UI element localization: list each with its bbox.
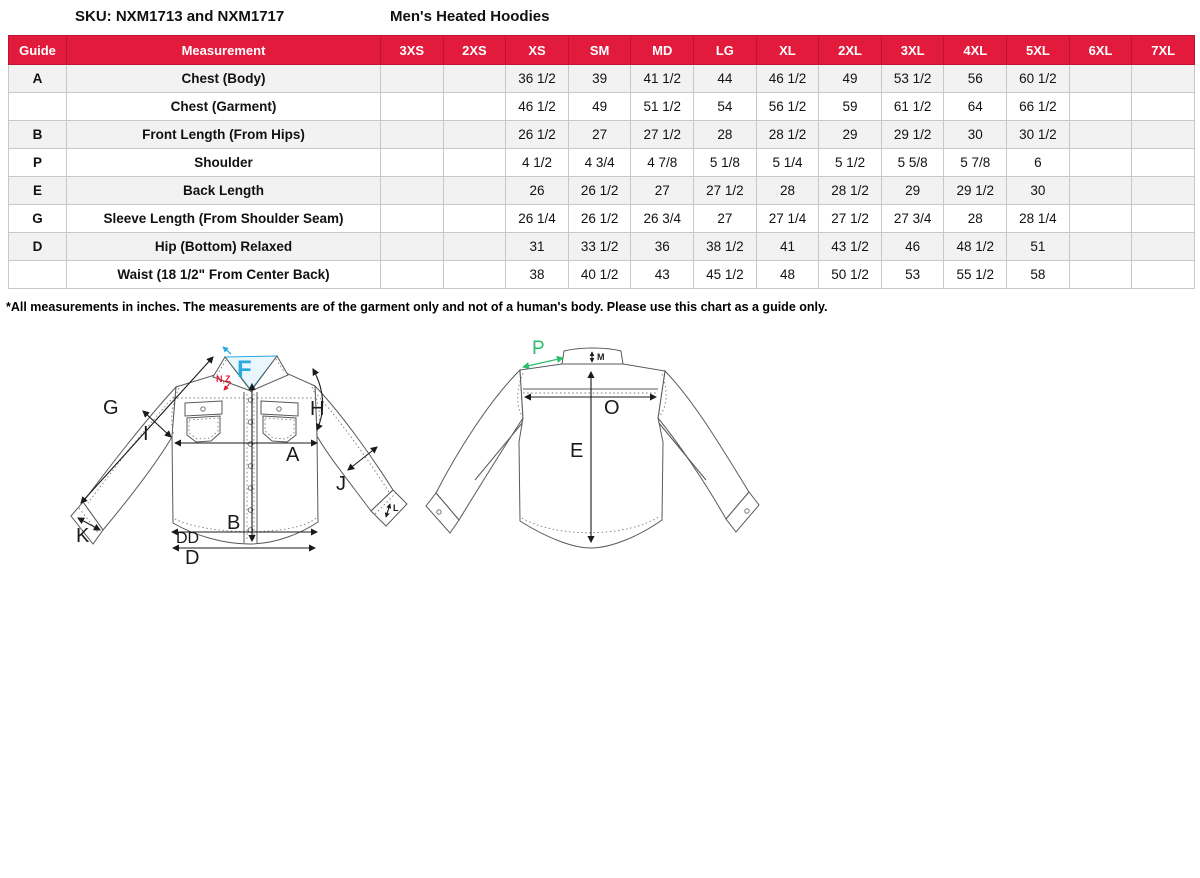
value-cell: 38 [506, 261, 569, 289]
value-cell [443, 233, 506, 261]
back-left-sleeve [436, 370, 523, 520]
value-cell: 30 [1007, 177, 1070, 205]
value-cell: 56 [944, 65, 1007, 93]
size-column-header: 2XL [819, 36, 882, 65]
label-g: G [103, 397, 119, 419]
value-cell [443, 65, 506, 93]
guide-cell: E [9, 177, 67, 205]
value-cell: 49 [819, 65, 882, 93]
value-cell: 27 1/2 [819, 205, 882, 233]
value-cell: 26 1/2 [568, 205, 631, 233]
value-cell: 4 1/2 [506, 149, 569, 177]
front-view [71, 347, 407, 569]
table-row [9, 93, 1195, 121]
size-table-header-row [9, 36, 1195, 65]
back-body [519, 364, 665, 548]
value-cell: 4 7/8 [631, 149, 694, 177]
value-cell [443, 121, 506, 149]
value-cell: 53 1/2 [881, 65, 944, 93]
value-cell [1132, 261, 1195, 289]
value-cell [1132, 149, 1195, 177]
value-cell: 5 1/8 [694, 149, 757, 177]
value-cell: 43 [631, 261, 694, 289]
size-column-header: Measurement [67, 36, 381, 65]
value-cell [1069, 177, 1132, 205]
measurement-cell: Waist (18 1/2" From Center Back) [67, 261, 381, 289]
table-row [9, 149, 1195, 177]
value-cell: 44 [694, 65, 757, 93]
table-row [9, 65, 1195, 93]
value-cell [443, 149, 506, 177]
value-cell [381, 93, 444, 121]
value-cell: 39 [568, 65, 631, 93]
value-cell: 27 [631, 177, 694, 205]
value-cell: 27 1/2 [694, 177, 757, 205]
value-cell: 46 [881, 233, 944, 261]
value-cell [381, 205, 444, 233]
value-cell: 43 1/2 [819, 233, 882, 261]
value-cell [1132, 205, 1195, 233]
value-cell: 6 [1007, 149, 1070, 177]
value-cell [381, 177, 444, 205]
value-cell: 53 [881, 261, 944, 289]
value-cell: 51 [1007, 233, 1070, 261]
size-column-header: 6XL [1069, 36, 1132, 65]
value-cell [443, 93, 506, 121]
size-column-header: 4XL [944, 36, 1007, 65]
footnote: *All measurements in inches. The measurements are of the garment only and not of a human's body. Please use this chart as a guide only. [6, 300, 828, 314]
guide-cell: B [9, 121, 67, 149]
value-cell: 5 7/8 [944, 149, 1007, 177]
value-cell: 41 1/2 [631, 65, 694, 93]
value-cell: 27 [694, 205, 757, 233]
label-l: L [393, 503, 399, 513]
value-cell [443, 177, 506, 205]
value-cell: 26 [506, 177, 569, 205]
size-column-header: 7XL [1132, 36, 1195, 65]
front-right-sleeve [315, 386, 393, 511]
measurement-cell: Back Length [67, 177, 381, 205]
value-cell: 31 [506, 233, 569, 261]
value-cell: 29 [881, 177, 944, 205]
guide-cell: A [9, 65, 67, 93]
value-cell: 66 1/2 [1007, 93, 1070, 121]
value-cell [381, 261, 444, 289]
size-column-header: LG [694, 36, 757, 65]
value-cell: 38 1/2 [694, 233, 757, 261]
value-cell [1069, 121, 1132, 149]
value-cell [381, 149, 444, 177]
value-cell [1069, 205, 1132, 233]
value-cell: 60 1/2 [1007, 65, 1070, 93]
value-cell: 29 1/2 [944, 177, 1007, 205]
arrow-f [223, 347, 231, 354]
value-cell: 5 1/4 [756, 149, 819, 177]
value-cell: 30 1/2 [1007, 121, 1070, 149]
value-cell: 36 [631, 233, 694, 261]
guide-cell: D [9, 233, 67, 261]
value-cell [1069, 261, 1132, 289]
value-cell: 45 1/2 [694, 261, 757, 289]
value-cell: 55 1/2 [944, 261, 1007, 289]
value-cell: 49 [568, 93, 631, 121]
value-cell: 48 1/2 [944, 233, 1007, 261]
value-cell [1069, 65, 1132, 93]
value-cell [1069, 233, 1132, 261]
left-chest-pocket [185, 401, 222, 442]
size-column-header: 3XS [381, 36, 444, 65]
value-cell: 26 3/4 [631, 205, 694, 233]
label-k: K [76, 525, 90, 547]
value-cell [1132, 177, 1195, 205]
guide-cell: P [9, 149, 67, 177]
value-cell: 56 1/2 [756, 93, 819, 121]
value-cell [1069, 93, 1132, 121]
value-cell: 41 [756, 233, 819, 261]
label-j: J [336, 473, 346, 495]
size-table-body [9, 65, 1195, 289]
value-cell: 27 1/2 [631, 121, 694, 149]
value-cell: 54 [694, 93, 757, 121]
value-cell: 27 1/4 [756, 205, 819, 233]
label-h: H [310, 398, 325, 420]
table-row [9, 205, 1195, 233]
size-column-header: SM [568, 36, 631, 65]
value-cell: 28 [694, 121, 757, 149]
value-cell [1069, 149, 1132, 177]
value-cell: 29 [819, 121, 882, 149]
product-title: Men's Heated Hoodies [390, 8, 550, 25]
label-e: E [570, 440, 584, 462]
table-row [9, 121, 1195, 149]
right-chest-pocket [261, 401, 298, 442]
label-i: I [143, 423, 149, 445]
size-column-header: 3XL [881, 36, 944, 65]
measurement-cell: Shoulder [67, 149, 381, 177]
label-m: M [597, 352, 605, 362]
size-column-header: XL [756, 36, 819, 65]
label-a: A [286, 444, 300, 466]
size-column-header: 5XL [1007, 36, 1070, 65]
measurement-cell: Front Length (From Hips) [67, 121, 381, 149]
value-cell: 28 1/4 [1007, 205, 1070, 233]
sku-title: SKU: NXM1713 and NXM1717 [75, 8, 285, 25]
value-cell [443, 205, 506, 233]
value-cell: 59 [819, 93, 882, 121]
value-cell: 40 1/2 [568, 261, 631, 289]
label-d: D [185, 547, 200, 569]
front-left-sleeve [83, 387, 176, 530]
value-cell: 33 1/2 [568, 233, 631, 261]
value-cell: 51 1/2 [631, 93, 694, 121]
garment-diagram [55, 330, 780, 592]
table-row [9, 233, 1195, 261]
measurement-cell: Chest (Garment) [67, 93, 381, 121]
value-cell: 28 1/2 [819, 177, 882, 205]
measurement-cell: Hip (Bottom) Relaxed [67, 233, 381, 261]
value-cell [381, 233, 444, 261]
value-cell: 50 1/2 [819, 261, 882, 289]
title-bar [0, 8, 1200, 32]
guide-cell: G [9, 205, 67, 233]
measurement-cell: Sleeve Length (From Shoulder Seam) [67, 205, 381, 233]
value-cell [1132, 233, 1195, 261]
back-view [426, 338, 759, 548]
value-cell: 28 1/2 [756, 121, 819, 149]
value-cell [381, 121, 444, 149]
guide-cell [9, 93, 67, 121]
value-cell [381, 65, 444, 93]
label-b: B [227, 512, 241, 534]
label-f: F [237, 356, 252, 383]
measurement-cell: Chest (Body) [67, 65, 381, 93]
label-nz: N,Z [216, 374, 231, 384]
size-column-header: MD [631, 36, 694, 65]
value-cell: 36 1/2 [506, 65, 569, 93]
back-right-sleeve [658, 371, 749, 519]
value-cell [1132, 93, 1195, 121]
value-cell: 46 1/2 [756, 65, 819, 93]
value-cell: 46 1/2 [506, 93, 569, 121]
value-cell: 28 [944, 205, 1007, 233]
value-cell: 64 [944, 93, 1007, 121]
value-cell: 29 1/2 [881, 121, 944, 149]
label-p: P [532, 338, 545, 359]
table-row [9, 177, 1195, 205]
value-cell: 27 3/4 [881, 205, 944, 233]
table-row [9, 261, 1195, 289]
label-o: O [604, 397, 620, 419]
value-cell: 5 5/8 [881, 149, 944, 177]
value-cell: 28 [756, 177, 819, 205]
guide-cell [9, 261, 67, 289]
size-column-header: Guide [9, 36, 67, 65]
size-column-header: XS [506, 36, 569, 65]
value-cell: 27 [568, 121, 631, 149]
value-cell: 61 1/2 [881, 93, 944, 121]
size-column-header: 2XS [443, 36, 506, 65]
value-cell: 58 [1007, 261, 1070, 289]
value-cell [443, 261, 506, 289]
value-cell [1132, 65, 1195, 93]
value-cell: 30 [944, 121, 1007, 149]
size-table [8, 35, 1195, 289]
value-cell [1132, 121, 1195, 149]
value-cell: 4 3/4 [568, 149, 631, 177]
value-cell: 5 1/2 [819, 149, 882, 177]
value-cell: 26 1/4 [506, 205, 569, 233]
value-cell: 48 [756, 261, 819, 289]
value-cell: 26 1/2 [506, 121, 569, 149]
value-cell: 26 1/2 [568, 177, 631, 205]
label-dd: DD [176, 530, 200, 547]
